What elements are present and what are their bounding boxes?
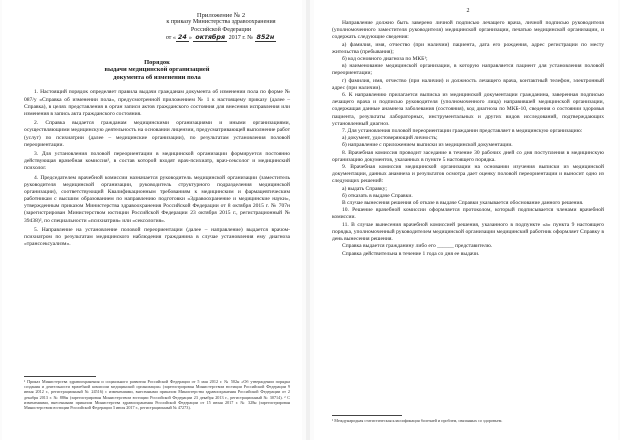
date-prefix: от «	[165, 35, 176, 42]
p2-validity-note: Справка действительна в течение 1 года со дня ее выдачи.	[342, 250, 480, 257]
p2-item-7a: а) документ, удостоверяющий личность;	[342, 135, 438, 142]
page-1-body	[24, 89, 290, 248]
paragraph-3: 3. Для установления половой переориентации в медицинской организации формируется постоянно действующая врачебная комиссия¹, в состав которой входят врач-психиатр, врач-сексолог и медицинский психолог.	[24, 151, 290, 172]
p2-item-c: в) наименование медицинской организации, в которую направляется пациент для установления половой переориентации;	[332, 63, 604, 77]
p2-paragraph-8: 8. Врачебная комиссия проводит заседание в течение 30 рабочих дней со дня поступления в медицинскую организацию документов, указанных в пункте 5 настоящего порядка.	[332, 149, 604, 163]
p2-item-7b: б) направление с приложением выписки из медицинской документации.	[342, 142, 513, 149]
paragraph-5: 5. Направление на установление половой переориентации (далее – направление) выдается врачом-психиатром по результатам медицинского наблюдения гражданина в случае установления ему диагноза «транссексуализм».	[24, 226, 290, 248]
appendix-federation-line: Российской Федерации	[190, 26, 252, 33]
p2-paragraph-9: 9. Врачебная комиссия медицинской организации на основании изучения выписки из медицинской документации, данных анамнеза и результатов осмотра дает оценку половой переориентации и выносит одно из следующих решений:	[332, 164, 604, 185]
appendix-number: Приложение № 2	[196, 12, 246, 19]
p2-refusal-note: В случае вынесения решения об отказе в выдаче Справки указывается обоснование данного решения.	[342, 200, 584, 207]
appendix-header	[152, 12, 290, 43]
document-heading	[24, 59, 290, 82]
handwritten-order-number: 852н	[256, 33, 275, 42]
paragraph-2: 2. Справка выдается гражданам медицинскими организациями и иными организациями, осуществляющими медицинскую деятельность на основании лицензии, предусматривающей выполнение работ (услуг) по психиатрии (далее – медицинские организации), по результатам установления половой переориентации.	[24, 120, 290, 148]
p2-item-b: б) код основного диагноза по МКБ¹;	[342, 56, 428, 63]
date-year: 2017 г. №	[228, 35, 253, 42]
paragraph-4: 4. Председателем врачебной комиссии назначается руководитель медицинской организации (заместитель руководителя медицинской организации, руководитель структурного подразделения медицинской организации), соответствующий Квалификационным требованиям к медицинским и фармацевтическим работникам с высшим образованием по направлению подготовки «Здравоохранение и медицинские науки», утвержденным приказом Министерства здравоохранения Российской Федерации от 8 октября 2015 г. № 707н (зарегистрирован Министерством юстиции Российской Федерации 23 октября 2015 г., регистрационный № 39438)², по специальности «психиатрия» или «сексология».	[24, 174, 290, 224]
p2-paragraph-1: Направление должно быть заверено личной подписью лечащего врача, личной подписью руководителя (уполномоченного заместителя руководителя) медицинской организации, печатью медицинской организации, и содержать следующие сведения:	[332, 20, 604, 41]
heading-title: Порядок	[144, 58, 170, 66]
page-gutter	[306, 0, 310, 440]
appendix-order-line: к приказу Министерства здравоохранения	[166, 19, 276, 26]
p2-issuance-note: Справка выдается гражданину либо его ______ представителю.	[342, 243, 493, 250]
p2-item-9b: б) отказать в выдаче Справки.	[342, 192, 413, 199]
page-2	[314, 0, 618, 440]
p2-paragraph-7: 7. Для установления половой переориентации гражданин представляет в медицинскую организацию:	[342, 128, 583, 135]
handwritten-month: октября	[195, 33, 226, 42]
page-number: 2	[466, 8, 470, 14]
p2-item-a: а) фамилия, имя, отчество (при наличии) пациента, дата его рождения, адрес регистрации по месту жительства (пребывания);	[332, 41, 604, 55]
p2-item-9a: а) выдать Справку;	[342, 185, 387, 192]
handwritten-day: 24	[177, 33, 187, 42]
paragraph-1: 1. Настоящий порядок определяет правила выдачи гражданам документа об изменении пола по форме № 087/у «Справка об изменении пола», предусмотренной приложением № 1 к настоящему приказу (далее – Справка), в целях представления в орган записи актов гражданского состояния для внесения исправления или изменения в запись акта гражданского состояния.	[24, 89, 290, 117]
footnote-separator-2	[332, 415, 402, 416]
page-1-footnotes: ¹ Приказ Министерства здравоохранения и социального развития Российской Федерации от 5 мая 2012 г. № 502н «Об утверждении порядка создания и деятельности врачебной комиссии медицинской организации» (зарегистрирован Министерством юстиции Российской Федерации 9 июня 2012 г., регистрационный № 24516) с изменениями, внесенными приказом Министерства здравоохранения Российской Федерации от 2 декабря 2013 г. № 886н (зарегистрирован Министерством юстиции Российской Федерации 23 декабря 2013 г., регистрационный № 30714). ² С изменениями, внесенными приказом Министерства здравоохранения Российской Федерации от 15 июня 2017 г. № 328н (зарегистрирован Министерством юстиции Российской Федерации 3 июля 2017 г., регистрационный № 47273).	[24, 379, 290, 411]
p2-item-d: г) фамилия, имя, отчество (при наличии) и должность лечащего врача, контактный телефон, электронный адрес (при наличии).	[332, 77, 604, 91]
p2-paragraph-10: 10. Решение врачебной комиссии оформляется протоколом, который подписывается членами врачебной комиссии.	[332, 207, 604, 221]
p2-paragraph-11: 11. В случае вынесения врачебной комиссией решения, указанного в подпункте «а» пункта 9 настоящего порядка, уполномоченный руководителем медицинской организации медицинский работник оформляет Справку в день вынесения решения.	[332, 221, 604, 243]
heading-line-2: выдачи медицинской организацией	[104, 66, 210, 74]
page-2-footnote: ¹ Международная статистическая классификация болезней и проблем, связанных со здоровьем.	[332, 418, 503, 423]
heading-line-3: документа об изменении пола	[113, 73, 201, 81]
appendix-date-line: от « 24 » октября 2017 г. № 852н	[165, 33, 275, 42]
page-1	[2, 0, 302, 440]
p2-paragraph-6: 6. К направлению прилагается выписка из медицинской документации гражданина, заверенная подписью лечащего врача и подписью руководителя (уполномоченного лица) направившей медицинской организации, содержащая данные анамнеза заболевания (состояния), код диагноза по МКБ-10, сведения о состоянии здоровья пациента, результаты лабораторных, инструментальных и других видов исследований, подтверждающих установленный диагноз.	[332, 92, 604, 127]
